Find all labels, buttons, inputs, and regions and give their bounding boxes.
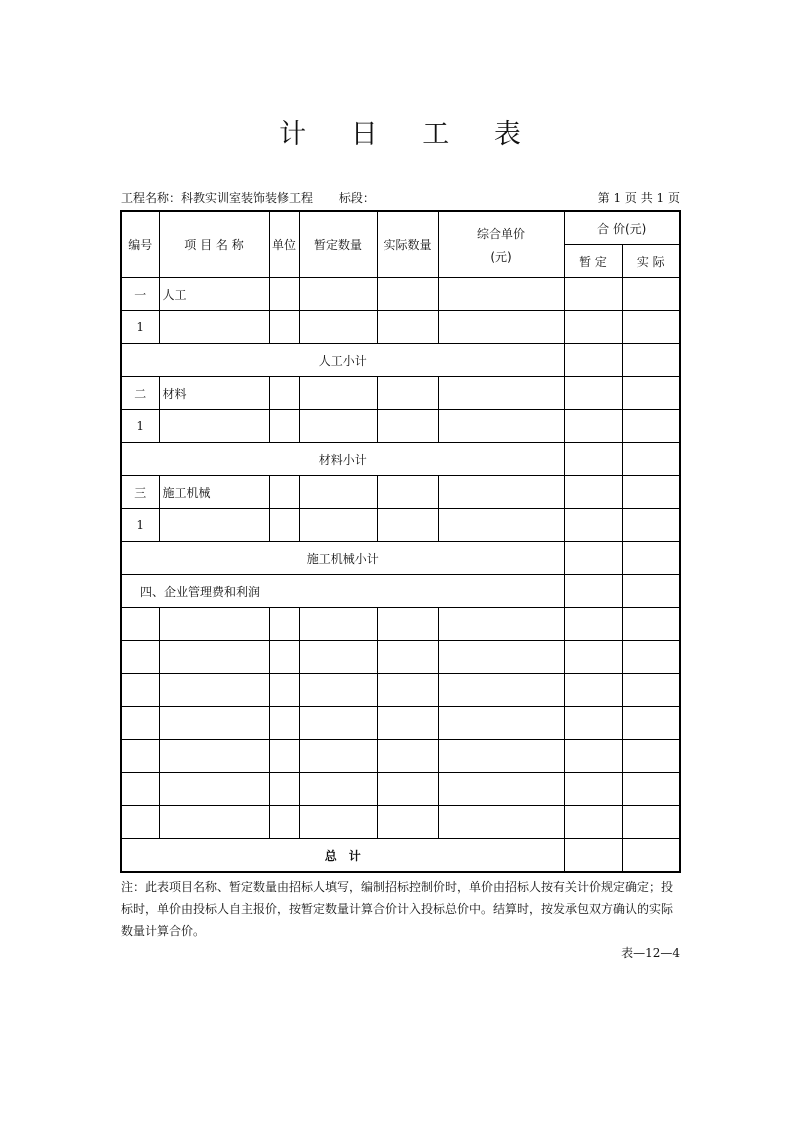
header-unit: 单位 bbox=[269, 211, 299, 278]
item-no: 1 bbox=[121, 410, 159, 443]
header-total: 合 价(元) bbox=[564, 211, 680, 245]
section-row bbox=[121, 575, 680, 608]
project-name: 工程名称：科教实训室装饰装修工程 bbox=[121, 191, 314, 205]
section-name: 人工 bbox=[159, 278, 269, 311]
header-total-actual: 实 际 bbox=[622, 245, 680, 278]
table-row bbox=[121, 674, 680, 707]
section-no: 一 bbox=[121, 278, 159, 311]
total-row bbox=[121, 839, 680, 873]
daywork-table bbox=[120, 210, 681, 873]
header-unit-price bbox=[438, 211, 564, 278]
header-unit-price-label: 综合单价 bbox=[476, 226, 525, 241]
header-meta bbox=[121, 189, 680, 206]
table-row bbox=[121, 509, 680, 542]
header-no: 编号 bbox=[121, 211, 159, 278]
table-row bbox=[121, 278, 680, 311]
page-number: 第 1 页 共 1 页 bbox=[597, 191, 680, 205]
section-name: 四、企业管理费和利润 bbox=[121, 575, 564, 608]
subtotal-label: 材料小计 bbox=[121, 443, 564, 476]
total-label: 总 计 bbox=[121, 839, 564, 873]
page-title: 计 日 工 表 bbox=[279, 119, 539, 150]
subtotal-row bbox=[121, 344, 680, 377]
table-row bbox=[121, 410, 680, 443]
item-no: 1 bbox=[121, 311, 159, 344]
header-name: 项 目 名 称 bbox=[159, 211, 269, 278]
table-row bbox=[121, 377, 680, 410]
table-row bbox=[121, 641, 680, 674]
section-name: 材料 bbox=[159, 377, 269, 410]
section-no: 二 bbox=[121, 377, 159, 410]
form-code: 表—12—4 bbox=[621, 946, 680, 960]
section-name: 施工机械 bbox=[159, 476, 269, 509]
header-unit-price-unit: (元) bbox=[490, 249, 512, 264]
table-row bbox=[121, 773, 680, 806]
subtotal-row bbox=[121, 443, 680, 476]
table-row bbox=[121, 476, 680, 509]
subtotal-label: 人工小计 bbox=[121, 344, 564, 377]
footnote: 注：此表项目名称、暂定数量由招标人填写，编制招标控制价时，单价由招标人按有关计价规定确定；投标时，单价由投标人自主报价，按暂定数量计算合价计入投标总价中。结算时，按发承包双方确认的实际数量计算合价。 bbox=[121, 880, 674, 938]
table-row bbox=[121, 707, 680, 740]
subtotal-row bbox=[121, 542, 680, 575]
header-total-temp: 暂 定 bbox=[564, 245, 622, 278]
table-row bbox=[121, 311, 680, 344]
subtotal-label: 施工机械小计 bbox=[121, 542, 564, 575]
table-row bbox=[121, 740, 680, 773]
table-row bbox=[121, 806, 680, 839]
table-row bbox=[121, 608, 680, 641]
header-actual-qty: 实际数量 bbox=[377, 211, 438, 278]
item-no: 1 bbox=[121, 509, 159, 542]
section-label: 标段： bbox=[338, 191, 375, 205]
header-temp-qty: 暂定数量 bbox=[299, 211, 377, 278]
section-no: 三 bbox=[121, 476, 159, 509]
